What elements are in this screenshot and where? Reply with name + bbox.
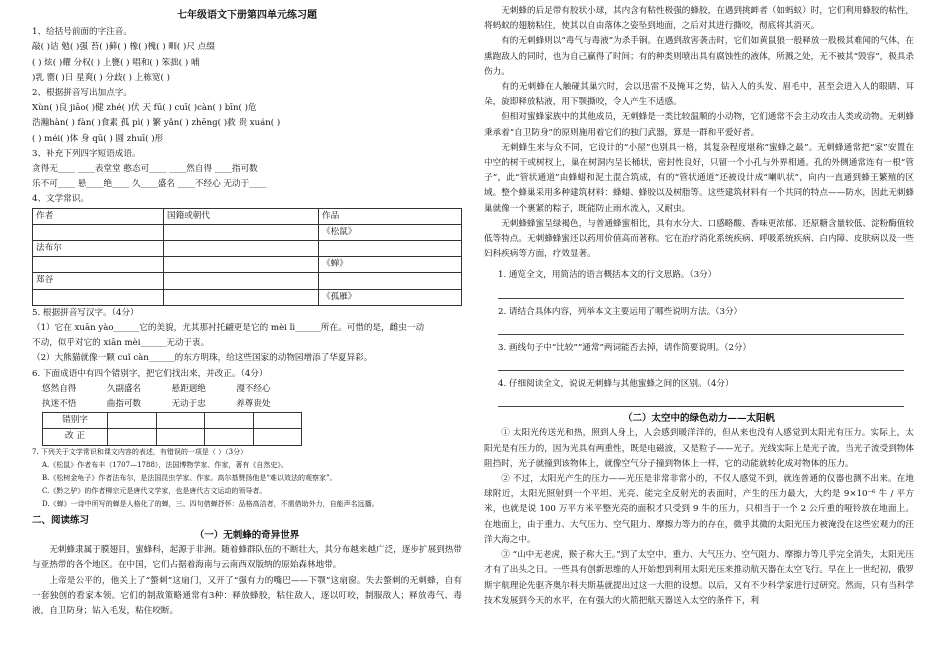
answer-cell[interactable] (205, 413, 254, 429)
table-cell (33, 224, 164, 240)
q2-line: 浩瀚hàn( ) fàn( )食素 孤 pì( ) 繁 yǎn( ) zhēng( )救 贵 xuán( ) (32, 118, 281, 129)
correction-table (42, 412, 302, 445)
table-cell (164, 257, 319, 273)
reading-title: （一）无刺蜂的奇异世界 (194, 529, 300, 541)
table-cell: 法布尔 (33, 241, 164, 257)
q4-heading: 4、文学常识。 (32, 194, 90, 205)
paragraph: ① 太阳光传送光和热，照到人身上，人会感到暖洋洋的，但从来也没有人感觉到太阳光有压力。实际上，太阳光是有压力的，因为光具有两重性，既是电磁波，又是粒子——光子。光线实际上是光子流，当光子流受到物体阻挡时，光子就撞到该物体上，就像空气分子撞到物体上一样，它的动能就转化成对物体的压力。 (484, 428, 914, 469)
paragraph: 有的无刺蜂在人触碰其巢穴时，会以迅雷不及掩耳之势，钻入人的头发、眉毛中，甚至会进入人的眼睛、耳朵，旋即释放粘液，用下颚撕咬，令人产生不适感。 (484, 82, 914, 108)
table-cell (164, 273, 319, 289)
q2-heading: 2、根据拼音写出加点字。 (32, 88, 132, 99)
table-row (33, 224, 462, 240)
table-row (43, 413, 302, 429)
answer-cell[interactable] (205, 429, 254, 445)
answer-line[interactable] (498, 356, 904, 371)
table-cell (33, 257, 164, 273)
answer-line[interactable] (498, 284, 904, 299)
table-cell: 作品 (319, 208, 462, 224)
q7-option: D.《蝉》一诗中所写的蝉是人格化了的蝉，三、四句借蝉抒怀：品格高洁者，不需借助外力，自能声名远播。 (42, 499, 379, 508)
q3-heading: 3、补充下列四字短语成语。 (32, 148, 141, 159)
paragraph: 无刺蜂生来与众不同，它设计的“小屋”也别具一格，其复杂程度堪称“蜜蜂之最”。无刺蜂通常把“家”安置在中空的树干或树杈上，巢在树洞内呈长桶状，密封性良好，只留一个小孔与外界相通。孔的外侧通常连有一根“管子”，此“管状通道”由蜂蜡和泥土混合筑成，有的“管状通道”还被设计成“喇叭状”，向内一直通到蜂王繁殖的区域。整个蜂巢采用多种建筑材料：蜂蜡、蜂胶以及树脂等。这些建筑材料有一个共同的特点——防水，因此无刺蜂巢就像一个裹紧的粽子，既能防止雨水流入，又耐虫。 (484, 142, 914, 214)
q7-option: A.《松鼠》作者布丰（1707—1788），法国博物学家、作家，著有《自然史》。 (42, 460, 288, 469)
answer-cell[interactable] (108, 413, 157, 429)
q5-line: （2）大熊猫就像一颗 cuǐ càn______的东方明珠，给这些国家的动物园增添了华夏异彩。 (32, 353, 373, 364)
paragraph: 无刺蜂蜂蜜呈绿褐色，与普通蜂蜜相比，具有水分大、口感略酸、香味更浓郁、还原糖含量较低、淀粉酶值较低等特点。无刺蜂蜂蜜还以药用价值高而著称。它在治疗消化系统疾病、呼吸系统疾病、白内障、皮肤病以及一些妇科疾病等方面，疗效显著。 (484, 218, 914, 260)
table-cell: 错别字 (43, 413, 108, 429)
q3-line: 乐不可____ 悬____绝____ 久____盛名 ____不经心 无动于____ (32, 179, 267, 190)
q7-option: B.《松树金龟子》作者法布尔，是法国昆虫学家、作家。高尔基赞扬他是“难以效法的观察家”。 (42, 473, 337, 482)
table-cell (164, 241, 319, 257)
table-cell: 改 正 (43, 429, 108, 445)
idiom: 漫不经心 (236, 383, 271, 394)
q1-heading: 1、给括号前面的字注音。 (32, 27, 132, 38)
paragraph: 有的无刺蜂则以“毒气与毒液”为杀手锏。在遇到敌害袭击时，它们如黄鼠狼一般释放一股极其难闻的气体，在熏跑敌人的同时，也为自己赢得了时间；有的种类则喷出具有腐蚀性的液体，所溅之处，无不被其“毁容”，极具杀伤力。 (484, 36, 914, 77)
answer-cell[interactable] (156, 413, 205, 429)
answer-cell[interactable] (253, 413, 302, 429)
idiom: 无动于忠 (171, 399, 206, 410)
idiom: 曲指可数 (106, 399, 142, 410)
paragraph: ② 不过，太阳光产生的压力——光压是非常非常小的，不仅人感觉不到，就连普通的仪器也测不出来。在地球附近，太阳光照射到一个平坦、光亮、能完全反射光的表面时，产生的压力最大，大约是 9×10⁻⁶ 牛 / 平方米，也就是说 100 万平方米平整光亮的面积才只受到 9 牛的压力，只相当于一个 2 公斤重的哑铃放在地面上。在地面上，由于重力、大气压力、空气阻力、摩擦力等力的存在，微乎其微的太阳光压力被淹没在这些宏观力的汪洋大海之中。 (484, 474, 914, 545)
page-title: 七年级语文下册第四单元练习题 (177, 10, 317, 21)
table-row (43, 429, 302, 445)
q7-option: C.《黔之驴》的作者柳宗元是唐代文学家，也是唐代古文运动的领导者。 (42, 486, 267, 495)
answer-cell[interactable] (156, 429, 205, 445)
paragraph: 但相对蜜蜂家族中的其他成员，无刺蜂是一类比较温顺的小动物，它们通常不会主动攻击人类或动物。无刺蜂秉承着“自卫防身”的原则施用着它们的独门武器，算是一群和平爱好者。 (484, 112, 914, 138)
question: 2. 请结合具体内容，列举本文主要运用了哪些说明方法。（3分） (498, 306, 743, 317)
table-row (33, 257, 462, 273)
question: 1. 通览全文，用简洁的语言概括本文的行文思路。（3分） (498, 270, 717, 281)
idiom-row (32, 397, 462, 412)
idiom: 养尊贵处 (236, 399, 271, 410)
q1-line: )乳 罂( )日 星爽( ) 分歧( ) 上栋宽( ) (32, 72, 170, 83)
literature-table (32, 208, 462, 306)
paragraph: ③ “山中无老虎，猴子称大王。”到了太空中，重力、大气压力、空气阻力、摩擦力等几乎完全消失，太阳光压才有了出头之日。一些具有创新思维的人开始想到利用太阳光压来推动航天器在太空飞行。早在上一世纪初，俄罗斯宇航理论先驱齐奥尔科夫斯基就提出过这一大胆的设想。以后，又有不少科学家进行过研究。然而，只有当科学技术发展到今天的水平，在有强大的火箭把航天器送入太空的条件下，利 (484, 550, 914, 606)
q1-line: 敲( )诘 勉( )强 苔( )藓( ) 橡( )槐( ) 甽( )尺 点缀 (32, 42, 215, 53)
table-cell (33, 289, 164, 305)
answer-cell[interactable] (253, 429, 302, 445)
table-cell: 国籍或朝代 (164, 208, 319, 224)
table-cell: 郑谷 (33, 273, 164, 289)
answer-line[interactable] (498, 320, 904, 335)
q3-line: 贪得无____ ____表堂堂 憨态可____ ____然自得 ____指可数 (32, 164, 258, 175)
q6-heading: 6. 下面成语中有四个错别字，把它们找出来，并改正。（4分） (32, 368, 268, 379)
idiom: 执迷不悟 (42, 399, 77, 410)
paragraph: 无刺蜂的后足带有胶状小球，其内含有粘性极强的蜂胶，在遇到挑衅者（如蚂蚁）时，它们利用蜂胶的粘性，将蚂蚁的翅膀粘住，使其以自由落体之姿坠到地面，之后对其进行撕咬，彻底将其消灭。 (484, 6, 914, 32)
idiom: 悠然自得 (42, 383, 77, 394)
q5-heading: 5. 根据拼音写汉字。（4分） (32, 307, 139, 318)
question: 3. 画线句子中“比较”“通常”两词能否去掉，请作简要说明。（2分） (498, 342, 752, 353)
section-heading: 二、阅读练习 (32, 514, 90, 526)
table-cell (164, 289, 319, 305)
table-cell: 作者 (33, 208, 164, 224)
q5-line: 不动，似乎对它的 xiān mèi______无动于衷。 (32, 338, 210, 349)
table-row (33, 208, 462, 224)
right-column (484, 0, 914, 609)
table-row (33, 241, 462, 257)
paragraph: 上帝是公平的，他关上了“螫刺”这扇门，又开了“强有力的嘴巴——下颚”这扇窗。失去螫刺的无刺蜂，自有一套独创的看家本领。它们的制敌策略通常有3种：释放蜂胶，粘住敌人，逐以叮咬，制服敌人；释放毒气、毒液，自卫防身；钻入毛发，粘住咬断。 (32, 575, 462, 616)
table-cell (319, 273, 462, 289)
idiom-row (32, 382, 462, 397)
q5-line: （1）它在 xuān yào______它的美貌，尤其那衬托翩更是它的 mèi lì______所在。可惜的是，雌虫一动 (32, 323, 425, 334)
idiom: 悬距迥绝 (171, 383, 206, 394)
answer-line[interactable] (498, 392, 904, 407)
table-cell: 《孤雁》 (319, 289, 462, 305)
question: 4. 仔细阅读全文，说说无刺蜂与其他蜜蜂之间的区别。（4分） (498, 379, 734, 390)
table-row (33, 273, 462, 289)
q2-line: Xùn( )良 jiāo( )健 zhé( )伏 天 fū( ) cuī( )càn( ) bīn( )危 (32, 103, 257, 114)
q1-line: ( ) 炫( )耀 分权( ) 上甕( ) 唱和( ) 笨拙( ) 哺 (32, 57, 200, 68)
q2-line: ( ) méi( )体 身 qū( ) 圆 zhuī( )形 (32, 133, 164, 144)
reading-title: （二）太空中的绿色动力——太阳帆 (622, 413, 775, 425)
table-cell: 《蝉》 (319, 257, 462, 273)
table-cell: 《松鼠》 (319, 224, 462, 240)
paragraph: 无刺蜂隶属于膜翅目，蜜蜂科，起源于非洲。随着蜂群队伍的不断壮大，其分布越来越广泛，逐步扩展到热带与亚热带的各个地区。在中国，它们占据着海南与云南西双版纳的原始森林地带。 (32, 545, 462, 571)
table-row (33, 289, 462, 305)
idiom: 久副盛名 (106, 383, 142, 394)
answer-cell[interactable] (108, 429, 157, 445)
table-cell (164, 224, 319, 240)
table-cell (319, 241, 462, 257)
left-column (32, 0, 462, 619)
q7-heading: 7. 下列关于文学常识和课文内容的表述，有错误的一项是（ ）（3分） (32, 447, 248, 456)
